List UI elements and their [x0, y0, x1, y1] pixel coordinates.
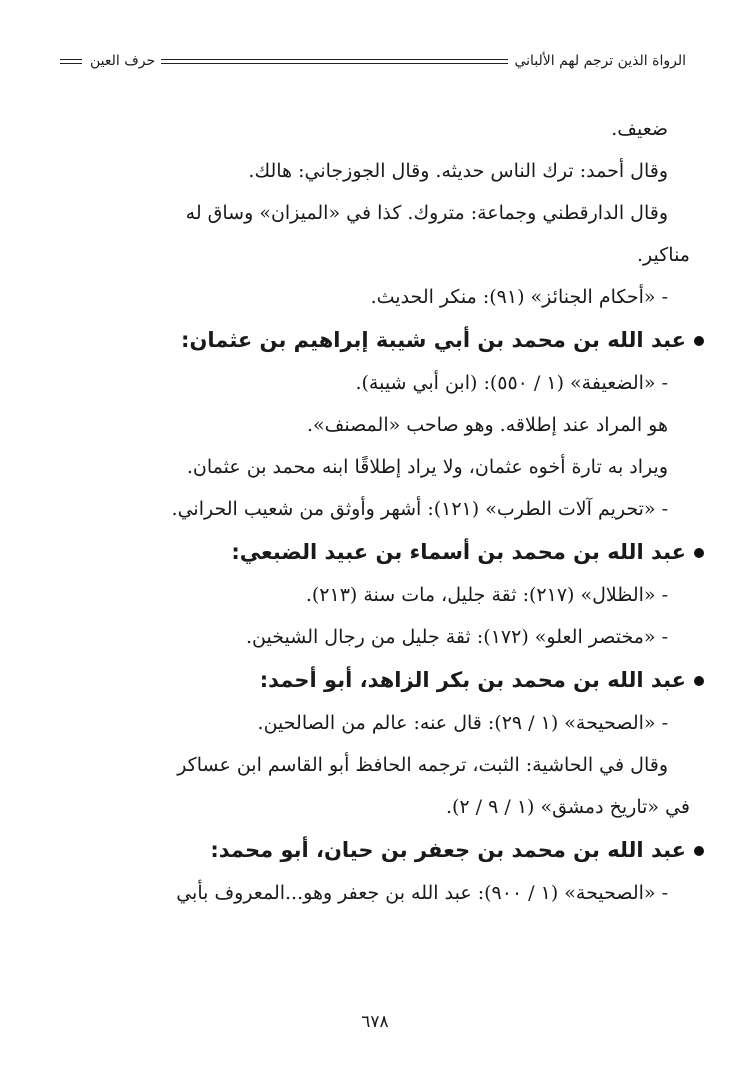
narrator-entry-heading [78, 530, 704, 574]
text-line: - «الظلال» (٢١٧): ثقة جليل، مات سنة (٢١٣). [305, 584, 668, 606]
text-line: ضعيف. [611, 118, 668, 140]
page-body [78, 108, 690, 914]
text-line: في «تاريخ دمشق» (١ / ٩ / ٢). [445, 796, 690, 818]
bullet-icon [694, 846, 704, 856]
narrator-entry-heading [78, 658, 704, 702]
bullet-icon [694, 336, 704, 346]
text-line: ويراد به تارة أخوه عثمان، ولا يراد إطلاقًا ابنه محمد بن عثمان. [186, 456, 668, 478]
narrator-name: عبد الله بن محمد بن بكر الزاهد، أبو أحمد: [259, 668, 686, 692]
bullet-icon [694, 548, 704, 558]
header-book-title: الرواة الذين ترجم لهم الألباني [514, 53, 686, 69]
text-line: هو المراد عند إطلاقه. وهو صاحب «المصنف». [307, 414, 668, 436]
narrator-name: عبد الله بن محمد بن أسماء بن عبيد الضبعي: [231, 540, 686, 564]
header-rule [161, 59, 508, 64]
narrator-entry-heading [78, 828, 704, 872]
text-line: وقال أحمد: ترك الناس حديثه. وقال الجوزجاني: هالك. [248, 160, 668, 182]
text-line: مناكير. [636, 244, 690, 266]
text-line: - «الضعيفة» (١ / ٥٥٠): (ابن أبي شيبة). [355, 372, 668, 394]
page-number: ٦٧٨ [361, 1012, 389, 1032]
text-line: وقال الدارقطني وجماعة: متروك. كذا في «الميزان» وساق له [185, 202, 668, 224]
text-line: - «الصحيحة» (١ / ٩٠٠): عبد الله بن جعفر وهو...المعروف بأبي [176, 882, 668, 904]
running-header [60, 48, 686, 74]
text-line: - «الصحيحة» (١ / ٢٩): قال عنه: عالم من الصالحين. [257, 712, 668, 734]
header-chapter: حرف العين [90, 53, 156, 69]
narrator-entry-heading [78, 318, 704, 362]
header-rule-end [60, 59, 82, 64]
text-line: - «أحكام الجنائز» (٩١): منكر الحديث. [370, 286, 668, 308]
narrator-name: عبد الله بن محمد بن جعفر بن حيان، أبو محمد: [210, 838, 686, 862]
narrator-name: عبد الله بن محمد بن أبي شيبة إبراهيم بن عثمان: [181, 328, 686, 352]
text-line: وقال في الحاشية: الثبت، ترجمه الحافظ أبو القاسم ابن عساكر [177, 754, 668, 776]
bullet-icon [694, 676, 704, 686]
text-line: - «مختصر العلو» (١٧٢): ثقة جليل من رجال الشيخين. [246, 626, 668, 648]
text-line: - «تحريم آلات الطرب» (١٢١): أشهر وأوثق من شعيب الحراني. [171, 498, 668, 520]
